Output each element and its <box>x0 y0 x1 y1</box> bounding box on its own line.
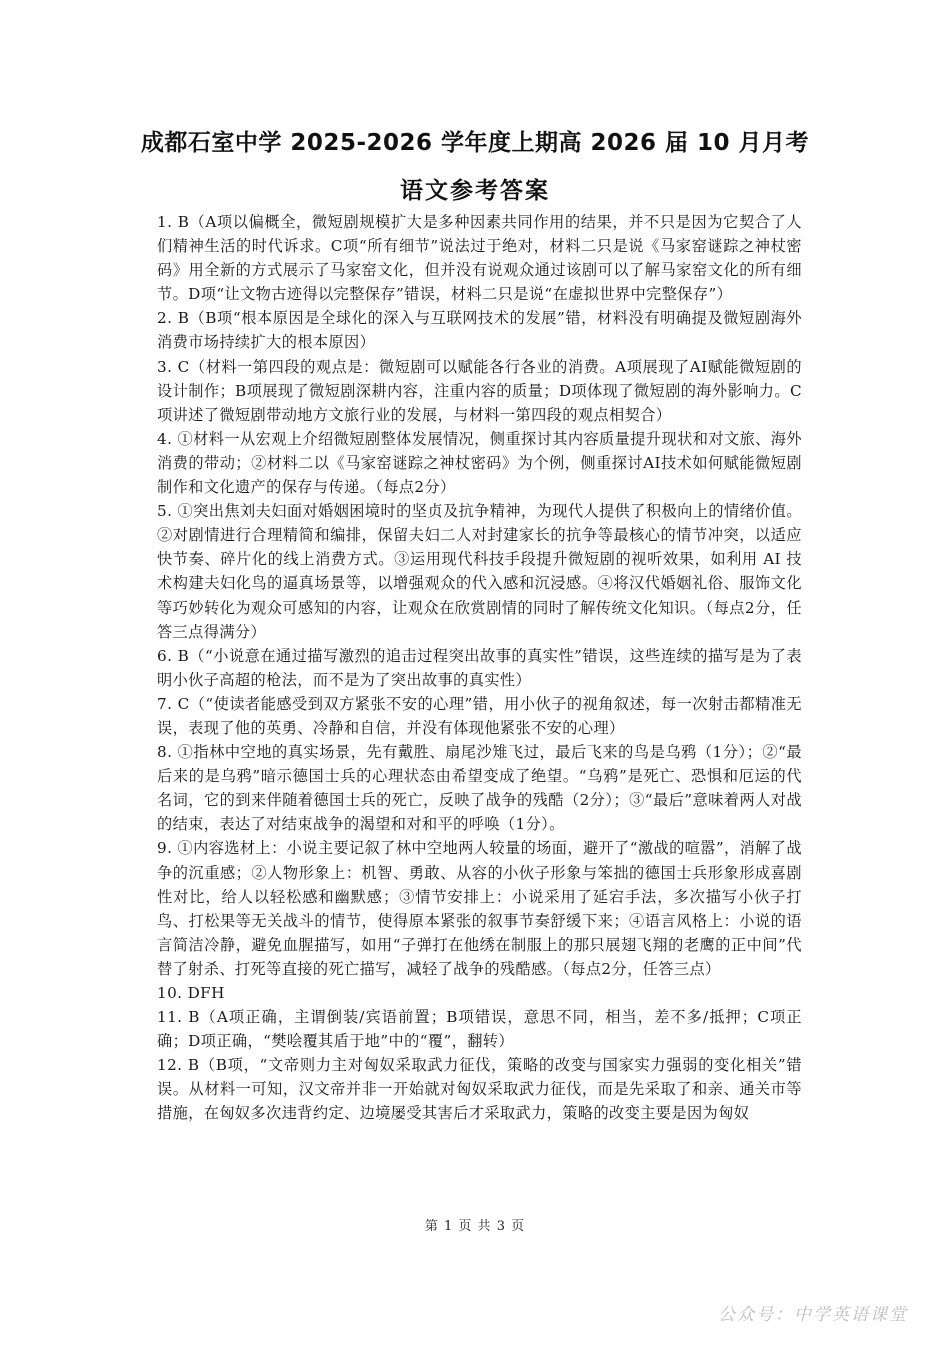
answer-list <box>157 210 802 1126</box>
answer-item-4: 4. ①材料一从宏观上介绍微短剧整体发展情况，侧重探讨其内容质量提升现状和对文旅、海外消费的带动；②材料二以《马家窑谜踪之神杖密码》为个例，侧重探讨AI技术如何赋能微短剧制作和文化遗产的保存与传递。（每点2分） <box>157 429 802 497</box>
document-title: 成都石室中学 2025-2026 学年度上期高 2026 届 10 月月考 <box>140 130 810 156</box>
answer-item-2: 2. B（B项“根本原因是全球化的深入与互联网技术的发展”错，材料没有明确提及微短剧海外消费市场持续扩大的根本原因） <box>157 309 802 352</box>
watermark: 公众号：中学英语课堂 <box>718 1305 908 1325</box>
answer-item-5: 5. ①突出焦刘夫妇面对婚姻困境时的坚贞及抗争精神，为现代人提供了积极向上的情绪价值。②对剧情进行合理精简和编排，保留夫妇二人对封建家长的抗争等最核心的情节冲突，以适应快节奏、碎片化的线上消费方式。③运用现代科技手段提升微短剧的视听效果，如利用 AI 技术构建夫妇化鸟的逼真场景等，以增强观众的代入感和沉浸感。④将汉代婚姻礼俗、服饰文化等巧妙转化为观众可感知的内容，让观众在欣赏剧情的同时了解传统文化知识。（每点2分，任答三点得满分） <box>157 502 802 641</box>
answer-item-1: 1. B（A项以偏概全，微短剧规模扩大是多种因素共同作用的结果，并不只是因为它契合了人们精神生活的时代诉求。C项“所有细节”说法过于绝对，材料二只是说《马家窑谜踪之神杖密码》用全新的方式展示了马家窑文化，但并没有说观众通过该剧可以了解马家窑文化的所有细节。D项“让文物古迹得以完整保存”错误，材料二只是说“在虚拟世界中完整保存”） <box>157 213 802 304</box>
document-subtitle: 语文参考答案 <box>400 178 550 204</box>
answer-item-11: 11. B（A项正确，主谓倒装/宾语前置；B项错误，意思不同，相当，差不多/抵押；C项正确；D项正确，“樊哙覆其盾于地”中的“覆”，翻转） <box>157 1008 802 1051</box>
answer-item-7: 7. C（“使读者能感受到双方紧张不安的心理”错，用小伙子的视角叙述，每一次射击都精准无误，表现了他的英勇、冷静和自信，并没有体现他紧张不安的心理） <box>157 694 802 737</box>
page-number: 第 1 页 共 3 页 <box>424 1219 526 1234</box>
answer-item-9: 9. ①内容选材上：小说主要记叙了林中空地两人较量的场面，避开了“激战的喧嚣”，消解了战争的沉重感；②人物形象上：机智、勇敢、从容的小伙子形象与笨拙的德国士兵形象形成喜剧性对比，给人以轻松感和幽默感；③情节安排上：小说采用了延宕手法，多次描写小伙子打鸟、打松果等无关战斗的情节，使得原本紧张的叙事节奏舒缓下来；④语言风格上：小说的语言简洁冷静，避免血腥描写，如用“子弹打在他绣在制服上的那只展翅飞翔的老鹰的正中间”代替了射杀、打死等直接的死亡描写，减轻了战争的残酷感。（每点2分，任答三点） <box>157 839 802 978</box>
answer-item-8: 8. ①指林中空地的真实场景，先有戴胜、扇尾沙雉飞过，最后飞来的鸟是乌鸦（1分）；②“最后来的是乌鸦”暗示德国士兵的心理状态由希望变成了绝望。“乌鸦”是死亡、恐惧和厄运的代名词，它的到来伴随着德国士兵的死亡，反映了战争的残酷（2分）；③“最后”意味着两人对战的结束，表达了对结束战争的渴望和对和平的呼唤（1分）。 <box>157 743 802 834</box>
answer-item-12: 12. B（B项，“文帝则力主对匈奴采取武力征伐，策略的改变与国家实力强弱的变化相关”错误。从材料一可知，汉文帝并非一开始就对匈奴采取武力征伐，而是先采取了和亲、通关市等措施，在匈奴多次违背约定、边境屡受其害后才采取武力，策略的改变主要是因为匈奴 <box>157 1056 802 1123</box>
answer-item-10: 10. DFH <box>157 984 225 1002</box>
answer-item-6: 6. B（“小说意在通过描写激烈的追击过程突出故事的真实性”错误，这些连续的描写是为了表明小伙子高超的枪法，而不是为了突出故事的真实性） <box>157 646 802 689</box>
answer-item-3: 3. C（材料一第四段的观点是：微短剧可以赋能各行各业的消费。A项展现了AI赋能微短剧的设计制作；B项展现了微短剧深耕内容，注重内容的质量；D项体现了微短剧的海外影响力。C项讲述了微短剧带动地方文旅行业的发展，与材料一第四段的观点相契合） <box>157 357 802 424</box>
